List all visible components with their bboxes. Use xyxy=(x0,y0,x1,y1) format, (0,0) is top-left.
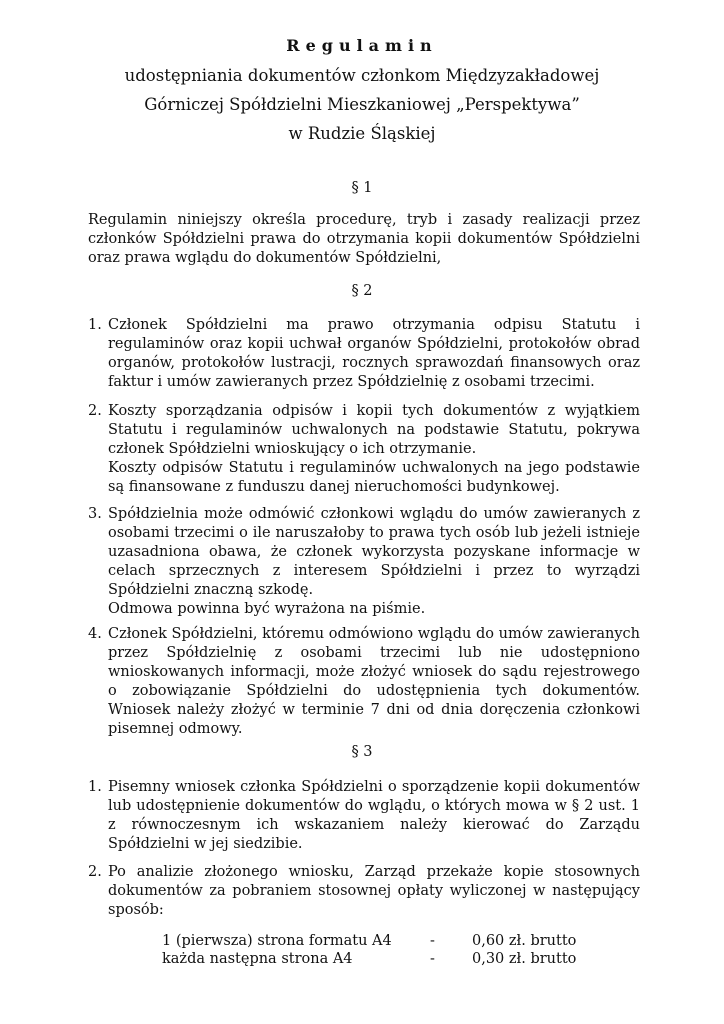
item-number: 2. xyxy=(88,403,102,419)
item-text: Po analizie złożonego wniosku, Zarząd przekaże kopie stosownych dokumentów za pobraniem stosownej opłaty wyliczonej w następujący sposób: xyxy=(108,864,640,918)
section-1-heading: § 1 xyxy=(351,180,373,196)
item-number: 2. xyxy=(88,864,102,880)
fee-dash: - xyxy=(430,933,435,949)
item-text: Spółdzielnia może odmówić członkowi wglądu do umów zawieranych z osobami trzecimi o ile naruszałoby to prawa tych osób lub jeżeli istnieje uzasadniona obawa, że członek wykorzysta pozyskane informacje w celach sprzecznych z interesem Spółdzielni i przez to wyrządzi Spółdzielni znaczną szkodę. xyxy=(108,506,640,598)
document-title: Regulamin xyxy=(286,36,438,55)
fee-label: 1 (pierwsza) strona formatu A4 xyxy=(162,933,392,949)
item-text: Koszty sporządzania odpisów i kopii tych dokumentów z wyjątkiem Statutu i regulaminów uchwalonych na podstawie Statutu, pokrywa członek Spółdzielni wnioskujący o ich otrzymanie. xyxy=(108,403,640,457)
item-text: Członek Spółdzielni, któremu odmówiono wglądu do umów zawieranych przez Spółdzielnię z osobami trzecimi lub nie udostępniono wnioskowanych informacji, może złożyć wniosek do sądu rejestrowego o zobowiązanie Spółdzielni do udostępnienia tych dokumentów. Wniosek należy złożyć w terminie 7 dni od dnia doręczenia członkowi pisemnej odmowy. xyxy=(108,626,640,737)
item-number: 3. xyxy=(88,506,102,522)
section-2-heading: § 2 xyxy=(351,283,373,299)
fee-label: każda następna strona A4 xyxy=(162,951,353,967)
item-text: Członek Spółdzielni ma prawo otrzymania odpisu Statutu i regulaminów oraz kopii uchwał organów Spółdzielni, protokołów obrad organów, protokołów lustracji, rocznych sprawozdań finansowych oraz faktur i umów zawieranych przez Spółdzielnię z osobami trzecimi. xyxy=(108,317,640,390)
document-subtitle-line-3: w Rudzie Śląskiej xyxy=(288,124,436,143)
section-1-paragraph: Regulamin niniejszy określa procedurę, tryb i zasady realizacji przez członków Spółdzielni prawa do otrzymania kopii dokumentów Spółdzielni oraz prawa wglądu do dokumentów Spółdzielni, xyxy=(88,212,640,266)
document-subtitle-line-2: Górniczej Spółdzielni Mieszkaniowej „Perspektywa” xyxy=(144,95,580,114)
item-text-continuation: Koszty odpisów Statutu i regulaminów uchwalonych na jego podstawie są finansowane z funduszu danej nieruchomości budynkowej. xyxy=(108,460,640,495)
fee-dash: - xyxy=(430,951,435,967)
item-number: 1. xyxy=(88,317,102,333)
document-subtitle-line-1: udostępniania dokumentów członkom Międzyzakładowej xyxy=(124,66,600,85)
item-number: 1. xyxy=(88,779,102,795)
fee-price: 0,60 zł. brutto xyxy=(472,933,577,949)
item-text-continuation: Odmowa powinna być wyrażona na piśmie. xyxy=(108,601,426,617)
section-3-heading: § 3 xyxy=(351,744,373,760)
item-number: 4. xyxy=(88,626,102,642)
fee-price: 0,30 zł. brutto xyxy=(472,951,577,967)
item-text: Pisemny wniosek członka Spółdzielni o sporządzenie kopii dokumentów lub udostępnienie dokumentów do wglądu, o których mowa w § 2 ust. 1 z równoczesnym ich wskazaniem należy kierować do Zarządu Spółdzielni w jej siedzibie. xyxy=(108,779,640,852)
